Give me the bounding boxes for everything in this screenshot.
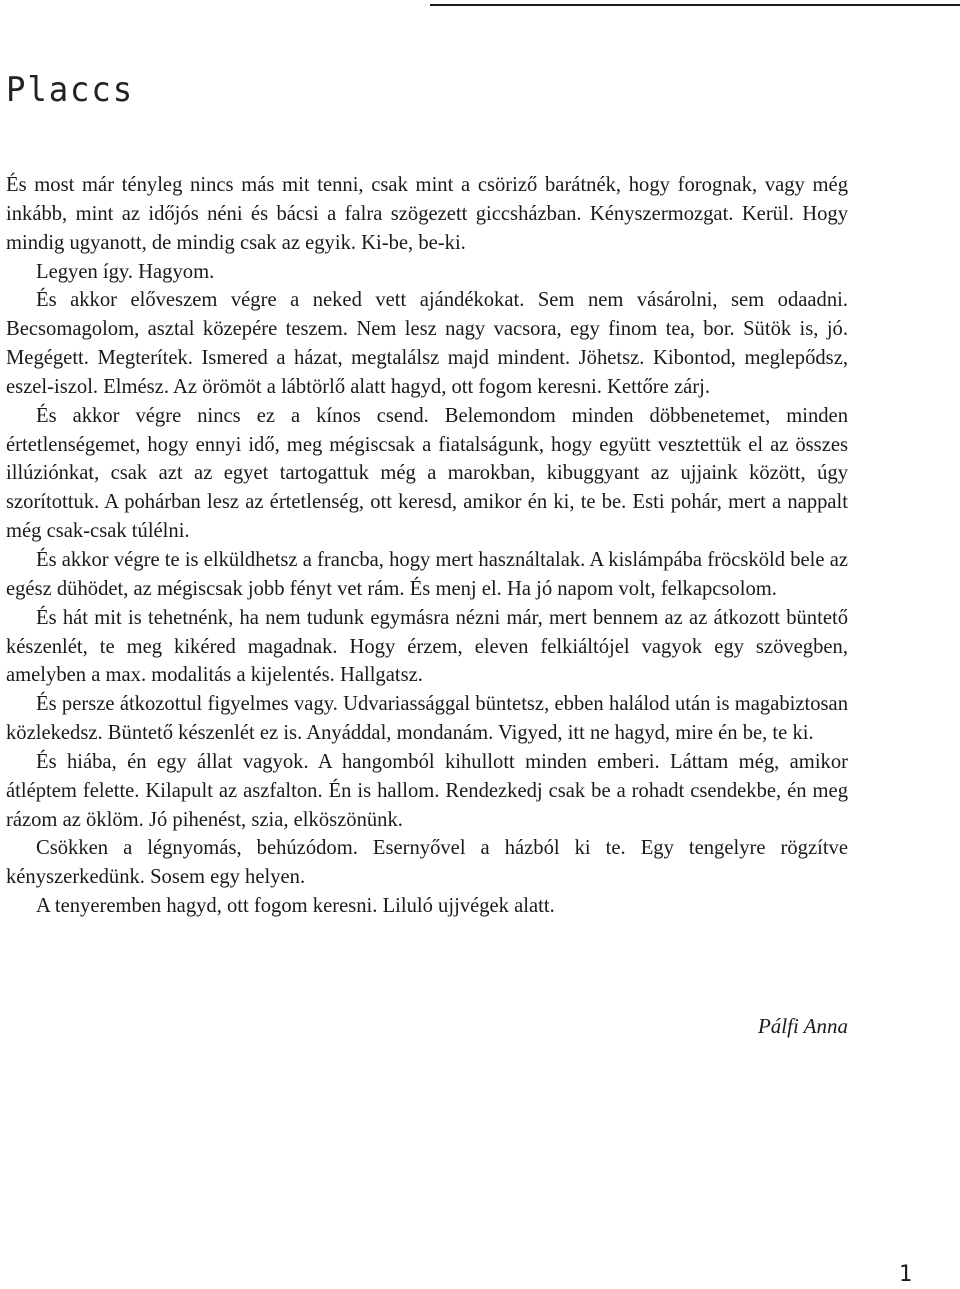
paragraph-2: Legyen így. Hagyom. [36, 260, 215, 283]
paragraph-8: És hiába, én egy állat vagyok. A hangomból kihullott minden emberi. Láttam még, amikor átléptem felette. Kilapult az aszfalton. Én is hallom. Rendezkedj csak be a rohadt csendekbe, én meg rázom az öklöm. Jó pihenést, szia, elköszönünk. [6, 750, 848, 831]
paragraph-3: És akkor előveszem végre a neked vett ajándékokat. Sem nem vásárolni, sem odaadni. Becsomagolom, asztal közepére teszem. Nem lesz nagy vacsora, egy finom tea, bor. Sütök is, jó. Megégett. Megterítek. Ismered a házat, megtalálsz majd mindent. Jöhetsz. Kibontod, meglepődsz, eszel-iszol. Elmész. Az örömöt a lábtörlő alatt hagyd, ott fogom keresni. Kettőre zárj. [6, 289, 848, 398]
page-title: Placcs [6, 70, 135, 110]
paragraph-7: És persze átkozottul figyelmes vagy. Udvariassággal büntetsz, ebben halálod után is magabiztosan közlekedsz. Büntető készenlét ez is. Anyáddal, mondanám. Vigyed, itt ne hagyd, mire én be, te ki. [6, 693, 848, 745]
paragraph-4: És akkor végre nincs ez a kínos csend. Belemondom minden döbbenetemet, minden értetlenségemet, hogy ennyi idő, meg mégiscsak a fiatalságunk, hogy együtt vesztettük el az összes illúziónkat, csak azt az egyet tartogattuk még a marokban, kibuggyant az ujjaink között, úgy szorítottuk. A pohárban lesz az értetlenség, ott keresd, amikor én ki, te be. Esti pohár, mert a nappalt még csak-csak túlélni. [6, 404, 848, 543]
paragraph-6: És hát mit is tehetnénk, ha nem tudunk egymásra nézni már, mert bennem az az átkozott büntető készenlét, te meg kikéred magadnak. Hogy érzem, eleven felkiáltójel vagyok egy szövegben, amelyben a max. modalitás a kijelentés. Hallgatsz. [6, 606, 848, 687]
paragraph-10: A tenyeremben hagyd, ott fogom keresni. Liluló ujjvégek alatt. [36, 895, 555, 918]
page-number: 1 [898, 1262, 912, 1287]
paragraph-5: És akkor végre te is elküldhetsz a francba, hogy mert használtalak. A kislámpába fröcsköld bele az egész dühödet, az mégiscsak jobb fényt vet rám. És menj el. Ha jó napom volt, felkapcsolom. [6, 548, 848, 600]
body-text [6, 171, 848, 921]
top-rule [430, 4, 960, 6]
paragraph-9: Csökken a légnyomás, behúzódom. Esernyővel a házból ki te. Egy tengelyre rögzítve kényszerkedünk. Sosem egy helyen. [6, 837, 848, 889]
author-signature: Pálfi Anna [757, 1014, 848, 1038]
paragraph-1: És most már tényleg nincs más mit tenni, csak mint a csöriző barátnék, hogy forognak, vagy még inkább, mint az időjós néni és bácsi a falra szögezett giccsházban. Kényszermozgat. Kerül. Hogy mindig ugyanott, de mindig csak az egyik. Ki-be, be-ki. [6, 174, 848, 254]
